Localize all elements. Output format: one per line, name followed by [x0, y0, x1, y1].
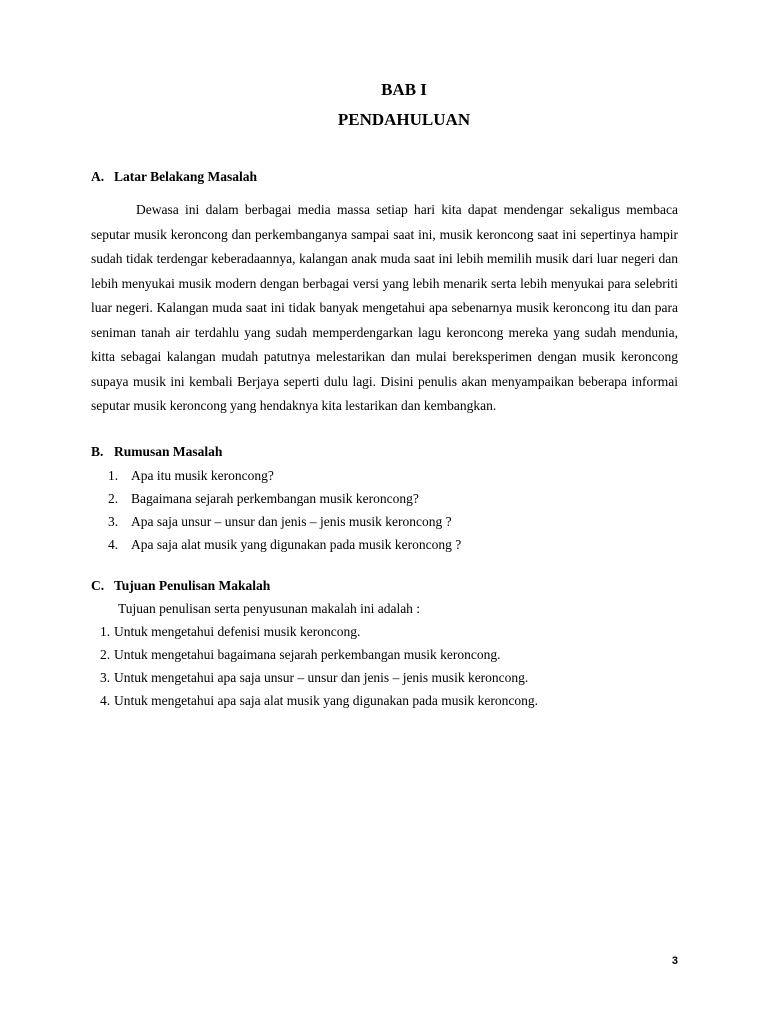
list-item-text: Untuk mengetahui apa saja unsur – unsur dan jenis – jenis musik keroncong.	[114, 670, 529, 685]
list-item-number: 1.	[108, 468, 119, 483]
section-a-title: Latar Belakang Masalah	[114, 169, 258, 184]
section-b-heading	[91, 443, 222, 461]
list-item-number: 3.	[100, 670, 111, 685]
list-item-number: 4.	[108, 537, 119, 552]
list-item-number: 2.	[108, 491, 119, 506]
list-item-number: 2.	[100, 647, 111, 662]
chapter-title: PENDAHULUAN	[337, 110, 471, 129]
list-item	[100, 689, 538, 712]
list-item-number: 4.	[100, 693, 111, 708]
section-b-title: Rumusan Masalah	[114, 444, 223, 459]
list-item-text: Apa saja alat musik yang digunakan pada musik keroncong ?	[131, 537, 462, 552]
list-item	[100, 620, 538, 643]
section-c-letter: C.	[91, 578, 105, 593]
section-c-list	[100, 620, 538, 712]
list-item-text: Untuk mengetahui bagaimana sejarah perkembangan musik keroncong.	[114, 647, 501, 662]
list-item	[108, 533, 461, 556]
list-item	[108, 464, 461, 487]
section-a-letter: A.	[91, 169, 105, 184]
section-c-heading	[91, 577, 270, 595]
section-a-heading	[91, 168, 257, 186]
list-item-text: Apa itu musik keroncong?	[131, 468, 274, 483]
section-c-intro: Tujuan penulisan serta penyusunan makalah ini adalah :	[118, 601, 421, 616]
list-item-text: Bagaimana sejarah perkembangan musik keroncong?	[131, 491, 419, 506]
section-a-paragraph: Dewasa ini dalam berbagai media massa setiap hari kita dapat mendengar sekaligus membaca seputar musik keroncong dan perkembanganya sampai saat ini, musik keroncong saat ini sepertinya hampir sudah tidak terdengar keberadaannya, kalangan anak muda saat ini lebih memilih musik dari luar negeri dan lebih menyukai musik modern dengan berbagai versi yang lebih menarik serta lebih menyukai para selebriti luar negeri. Kalangan muda saat ini tidak banyak mengetahui apa sebenarnya musik keroncong itu dan para seniman tanah air terdahlu yang sudah memperdengarkan lagu keroncong mereka yang sudah mendunia, kitta sebagai kalangan mudah patutnya melestarikan dan mulai bereksperimen dengan musik keroncong supaya musik ini kembali Berjaya seperti dulu lagi. Disini penulis akan menyampaikan beberapa informai seputar musik keroncong yang hendaknya kita lestarikan dan kembangkan.	[91, 202, 678, 413]
list-item	[100, 643, 538, 666]
section-c-title: Tujuan Penulisan Makalah	[114, 578, 271, 593]
list-item	[108, 510, 461, 533]
section-b-letter: B.	[91, 444, 104, 459]
list-item-text: Untuk mengetahui defenisi musik keroncong.	[114, 624, 361, 639]
list-item-text: Apa saja unsur – unsur dan jenis – jenis musik keroncong ?	[131, 514, 452, 529]
list-item-number: 3.	[108, 514, 119, 529]
list-item-number: 1.	[100, 624, 111, 639]
section-b-list	[108, 464, 461, 556]
page-number: 3	[671, 955, 678, 967]
chapter-number: BAB I	[381, 80, 427, 99]
list-item	[100, 666, 538, 689]
list-item-text: Untuk mengetahui apa saja alat musik yang digunakan pada musik keroncong.	[114, 693, 539, 708]
list-item	[108, 487, 461, 510]
